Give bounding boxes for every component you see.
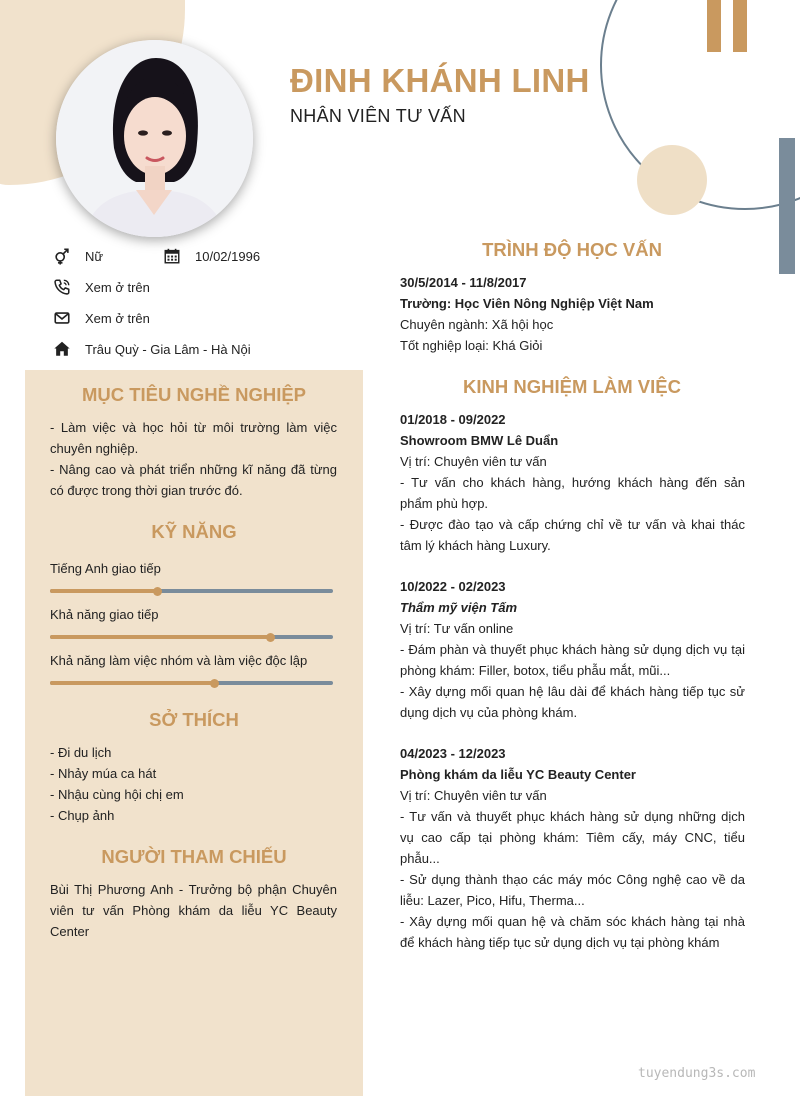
decor-dot [637,145,707,215]
job-company: Thẩm mỹ viện Tấm [400,600,518,615]
hobby-item: - Chụp ảnh [50,808,115,823]
address-row [52,339,251,359]
decor-bar [707,0,721,52]
skill-label: Tiếng Anh giao tiếp [50,561,161,576]
job-entry [400,743,745,953]
address-value: Trâu Quỳ - Gia Lâm - Hà Nội [85,341,251,357]
objective-title: MỤC TIÊU NGHỀ NGHIỆP [81,384,307,405]
hobbies-title: SỞ THÍCH [149,709,239,730]
objective-text [50,417,337,501]
experience-title: KINH NGHIỆM LÀM VIỆC [463,376,681,397]
email-row [52,308,150,328]
hobby-item: - Nhậu cùng hội chị em [50,787,184,802]
gender-value: Nữ [85,248,104,264]
job-task: - Tư vấn cho khách hàng, hướng khách hàng đến sản phẩm phù hợp. [400,475,745,511]
gender-row [52,246,103,266]
objective-line: - Nâng cao và phát triển những kĩ năng đã từng có được trong thời gian trước đó. [50,462,337,498]
skill-bar-knob [266,633,275,642]
skill-bar [50,635,333,639]
skills-title: KỸ NĂNG [151,521,237,542]
skill-bar [50,589,333,593]
job-position: Vị trí: Tư vấn online [400,621,514,636]
job-task: - Xây dựng mối quan hệ và chăm sóc khách hàng tại nhà để khách hàng tiếp tục sử dụng dịch vụ tại phòng khám [400,914,745,950]
job-task: - Xây dựng mối quan hệ lâu dài để khách hàng tiếp tục sử dụng dịch vụ của phòng khám. [400,684,745,720]
skill-bar-fill [50,589,158,593]
education-major: Chuyên ngành: Xã hội học [400,317,554,332]
watermark: tuyendung3s.com [638,1066,756,1081]
reference-title: NGƯỜI THAM CHIẾU [101,846,287,867]
hobby-item: - Đi du lịch [50,745,112,760]
job-entry [400,409,745,556]
home-icon [52,339,72,359]
email-value: Xem ở trên [85,310,150,326]
education-period: 30/5/2014 - 11/8/2017 [400,275,527,290]
reference-text: Bùi Thị Phương Anh - Trưởng bộ phận Chuyên viên tư vấn Phòng khám da liễu YC Beauty Center [50,882,337,939]
skill-bar [50,681,333,685]
hobby-item: - Nhảy múa ca hát [50,766,157,781]
job-company: Phòng khám da liễu YC Beauty Center [400,767,636,782]
job-entry [400,576,745,723]
skill-label: Khả năng giao tiếp [50,607,159,622]
education-grade: Tốt nghiệp loại: Khá Giỏi [400,338,543,353]
job-task: - Sử dụng thành thạo các máy móc Công nghệ cao về da liễu: Lazer, Pico, Hifu, Therma... [400,872,745,908]
job-title: NHÂN VIÊN TƯ VẤN [290,106,466,126]
skill-bar-fill [50,681,214,685]
job-period: 04/2023 - 12/2023 [400,746,506,761]
education-title: TRÌNH ĐỘ HỌC VẤN [482,239,662,260]
job-task: - Được đào tạo và cấp chứng chỉ về tư vấn và khai thác tâm lý khách hàng Luxury. [400,517,745,553]
hobbies-list [50,742,337,826]
candidate-name: ĐINH KHÁNH LINH [290,62,590,99]
job-task: - Tư vấn và thuyết phục khách hàng sử dụng những dịch vụ cao cấp tại phòng khám: Tiêm cấy, máy CNC, tiểu phẫu... [400,809,745,866]
skill-bar-knob [153,587,162,596]
decor-bar [733,0,747,52]
phone-row [52,277,150,297]
job-position: Vị trí: Chuyên viên tư vấn [400,454,547,469]
skill-bar-fill [50,635,271,639]
birthday-row [162,246,260,266]
gender-icon [52,246,72,266]
skill-bar-knob [210,679,219,688]
phone-value: Xem ở trên [85,279,150,295]
job-period: 01/2018 - 09/2022 [400,412,506,427]
job-position: Vị trí: Chuyên viên tư vấn [400,788,547,803]
email-icon [52,308,72,328]
avatar [56,40,253,237]
job-period: 10/2022 - 02/2023 [400,579,506,594]
job-task: - Đám phàn và thuyết phục khách hàng sử dụng dịch vụ tại phòng khám: Filler, botox, tiểu phẫu mắt, mũi... [400,642,745,678]
decor-side-bar [779,138,795,274]
education-block [400,272,745,356]
phone-icon [52,277,72,297]
skill-label: Khả năng làm việc nhóm và làm việc độc lập [50,653,308,668]
job-company: Showroom BMW Lê Duẩn [400,433,559,448]
calendar-icon [162,246,182,266]
objective-line: - Làm việc và học hỏi từ môi trường làm việc chuyên nghiệp. [50,420,337,456]
birthday-value: 10/02/1996 [195,248,261,264]
education-school: Trường: Học Viên Nông Nghiệp Việt Nam [400,296,654,311]
